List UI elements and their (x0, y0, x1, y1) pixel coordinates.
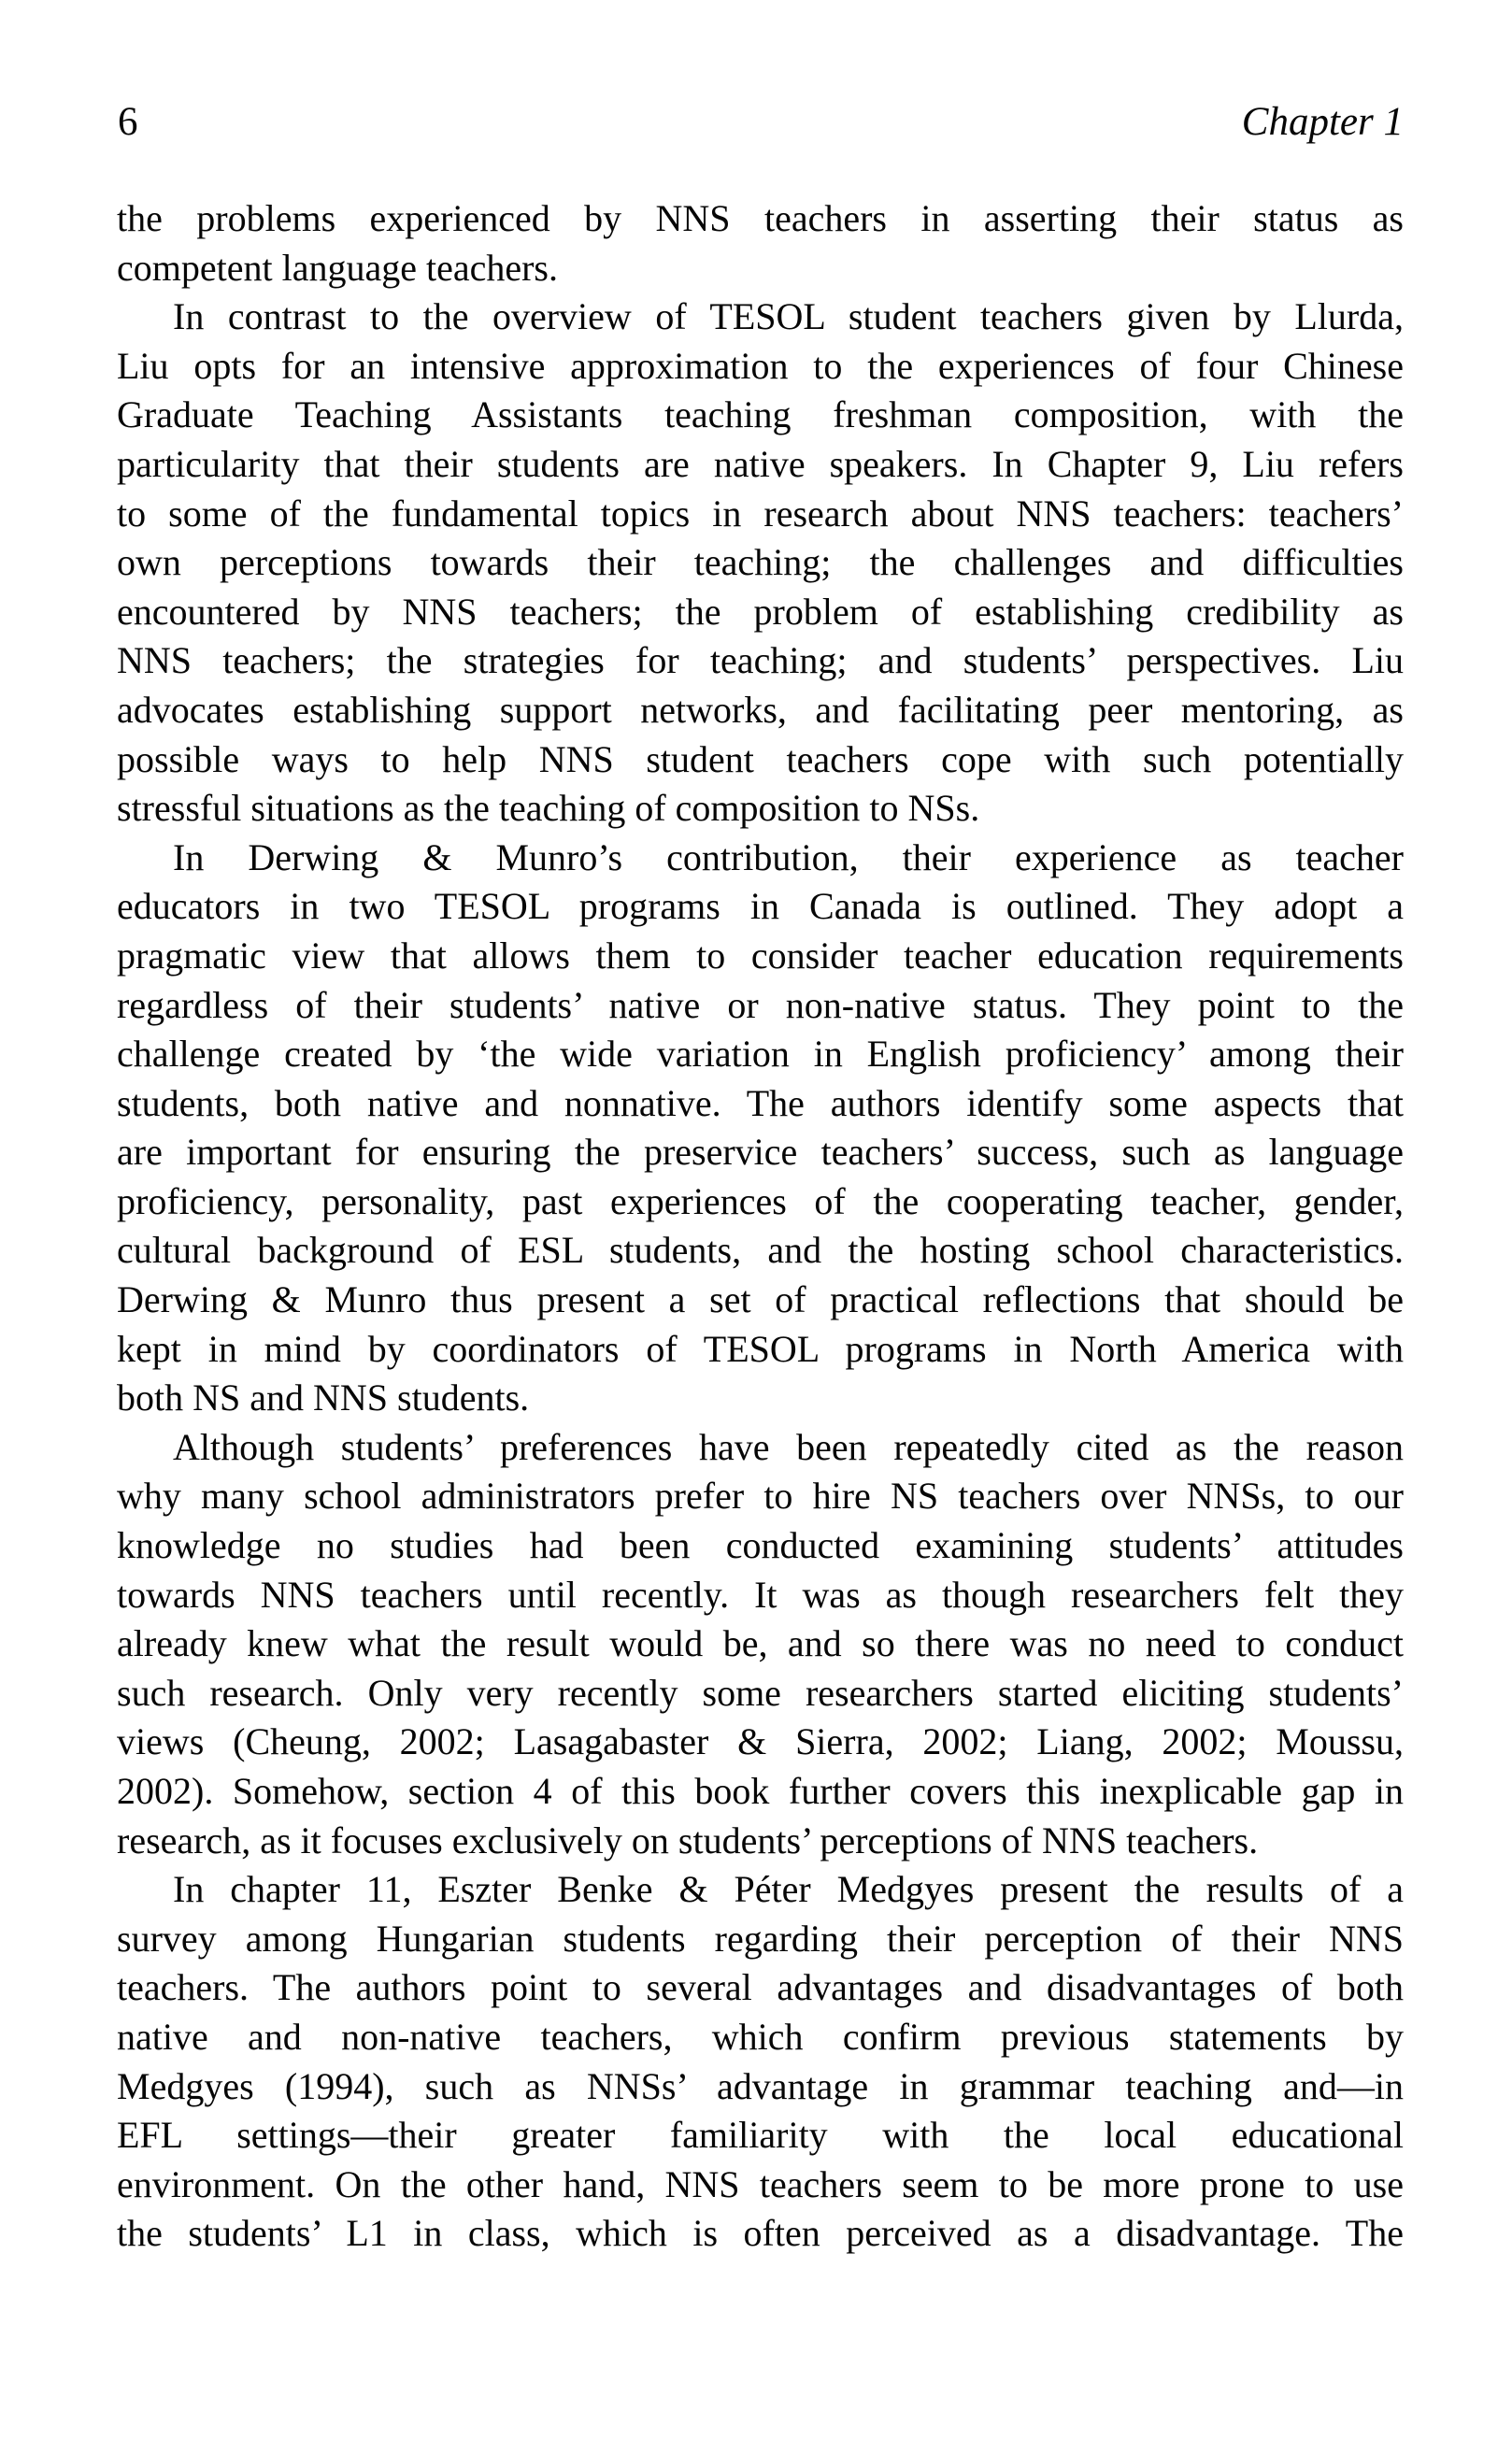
text-line: students, both native and nonnative. The authors identify some aspects that (117, 1081, 1404, 1124)
text-line: such research. Only very recently some researchers started eliciting students’ (117, 1671, 1404, 1714)
text-line: Derwing & Munro thus present a set of practical reflections that should be (117, 1278, 1404, 1321)
text-line: 2002). Somehow, section 4 of this book further covers this inexplicable gap in (117, 1770, 1404, 1812)
text-line: to some of the fundamental topics in research about NNS teachers: teachers’ (117, 492, 1404, 535)
text-line: teachers. The authors point to several advantages and disadvantages of both (117, 1966, 1404, 2009)
page-header (118, 99, 1404, 146)
text-line: stressful situations as the teaching of composition to NSs. (117, 787, 980, 830)
text-line: pragmatic view that allows them to consider teacher education requirements (117, 934, 1404, 977)
text-line: towards NNS teachers until recently. It was as though researchers felt they (117, 1573, 1404, 1616)
text-line: research, as it focuses exclusively on students’ perceptions of NNS teachers. (117, 1819, 1259, 1861)
text-line: particularity that their students are native speakers. In Chapter 9, Liu refers (117, 442, 1404, 485)
text-line: NNS teachers; the strategies for teaching; and students’ perspectives. Liu (117, 639, 1404, 682)
text-line: In Derwing & Munro’s contribution, their experience as teacher (173, 835, 1404, 878)
text-line: knowledge no studies had been conducted examining students’ attitudes (117, 1524, 1404, 1567)
text-line: own perceptions towards their teaching; the challenges and difficulties (117, 541, 1404, 584)
text-line: the students’ L1 in class, which is often perceived as a disadvantage. The (117, 2212, 1404, 2255)
text-line: already knew what the result would be, and so there was no need to conduct (117, 1622, 1404, 1665)
text-line: the problems experienced by NNS teachers in asserting their status as (117, 197, 1404, 239)
text-line: In contrast to the overview of TESOL student teachers given by Llurda, (173, 295, 1404, 338)
text-line: competent language teachers. (117, 246, 558, 289)
text-line: EFL settings—their greater familiarity with the local educational (117, 2114, 1404, 2157)
text-line: views (Cheung, 2002; Lasagabaster & Sierra, 2002; Liang, 2002; Moussu, (117, 1720, 1404, 1763)
text-line: why many school administrators prefer to hire NS teachers over NNSs, to our (117, 1475, 1404, 1518)
text-line: regardless of their students’ native or non-native status. They point to the (117, 983, 1404, 1026)
text-line: native and non-native teachers, which confirm previous statements by (117, 2015, 1404, 2058)
text-line: encountered by NNS teachers; the problem of establishing credibility as (117, 590, 1404, 633)
text-line: are important for ensuring the preservice teachers’ success, such as language (117, 1131, 1404, 1174)
text-line: kept in mind by coordinators of TESOL programs in North America with (117, 1327, 1404, 1370)
text-line: Graduate Teaching Assistants teaching freshman composition, with the (117, 393, 1404, 436)
text-line: possible ways to help NNS student teachers cope with such potentially (117, 737, 1404, 780)
text-line: advocates establishing support networks, and facilitating peer mentoring, as (117, 688, 1404, 731)
text-line: Liu opts for an intensive approximation to the experiences of four Chinese (117, 344, 1404, 387)
text-line: cultural background of ESL students, and the hosting school characteristics. (117, 1229, 1404, 1272)
text-line: environment. On the other hand, NNS teachers seem to be more prone to use (117, 2162, 1404, 2205)
text-line: challenge created by ‘the wide variation in English proficiency’ among their (117, 1033, 1404, 1076)
page-body (117, 194, 1404, 2259)
page-number: 6 (118, 100, 138, 144)
text-line: survey among Hungarian students regarding their perception of their NNS (117, 1917, 1404, 1960)
text-line: Although students’ preferences have been repeatedly cited as the reason (173, 1425, 1404, 1468)
text-line: both NS and NNS students. (117, 1376, 530, 1419)
text-line: Medgyes (1994), such as NNSs’ advantage in grammar teaching and—in (117, 2064, 1404, 2107)
text-line: In chapter 11, Eszter Benke & Péter Medgyes present the results of a (173, 1868, 1404, 1911)
text-line: educators in two TESOL programs in Canada is outlined. They adopt a (117, 885, 1404, 928)
text-line: proficiency, personality, past experiences of the cooperating teacher, gender, (117, 1179, 1404, 1222)
running-head: Chapter 1 (1241, 100, 1404, 144)
